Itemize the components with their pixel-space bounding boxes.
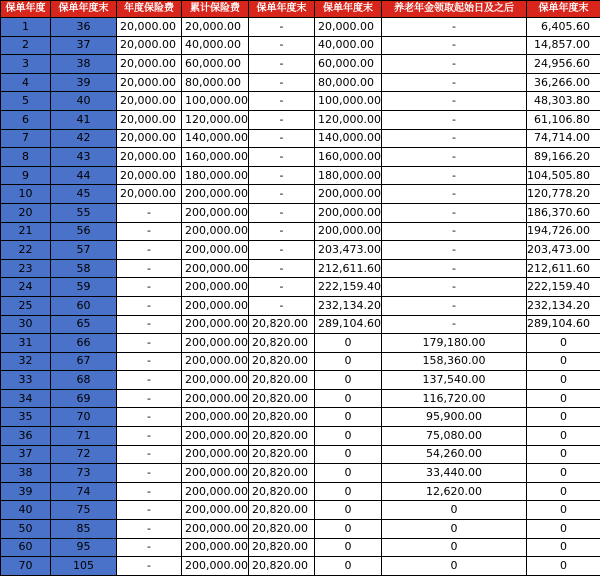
cell-age: 40 [51,92,117,111]
cell-year-end-value: 0 [315,520,382,539]
cell-annual-premium: - [117,203,182,222]
cell-year-end-value: 40,000.00 [315,36,382,55]
cell-cash-value: 289,104.60 [527,315,600,334]
cell-year-end-value: 200,000.00 [315,203,382,222]
table-row [1,464,600,483]
cell-cumulative-premium: 200,000.00 [182,520,249,539]
cell-policy-year: 5 [1,92,51,111]
cell-year-end-value: 140,000.00 [315,129,382,148]
cell-policy-year: 39 [1,482,51,501]
cell-cash-value: 194,726.00 [527,222,600,241]
cell-annual-premium: - [117,389,182,408]
cell-annual-premium: - [117,501,182,520]
cell-annual-premium: - [117,278,182,297]
cell-pension: - [382,241,527,260]
cell-age: 95 [51,538,117,557]
cell-policy-year: 9 [1,166,51,185]
table-row [1,36,600,55]
cell-age: 85 [51,520,117,539]
cell-cumulative-premium: 200,000.00 [182,557,249,576]
table-row [1,259,600,278]
cell-year-end-value: 200,000.00 [315,185,382,204]
cell-annuity: - [249,278,315,297]
cell-cumulative-premium: 60,000.00 [182,55,249,74]
cell-year-end-value: 0 [315,501,382,520]
cell-cash-value: 24,956.60 [527,55,600,74]
cell-cash-value: 0 [527,445,600,464]
cell-annuity: - [249,129,315,148]
cell-cumulative-premium: 120,000.00 [182,110,249,129]
cell-age: 67 [51,352,117,371]
cell-annuity: 20,820.00 [249,371,315,390]
cell-cumulative-premium: 200,000.00 [182,352,249,371]
cell-annual-premium: - [117,427,182,446]
cell-annuity: - [249,296,315,315]
cell-pension: - [382,259,527,278]
cell-annuity: 20,820.00 [249,445,315,464]
header-policy-year-end-age: 保单年度末 [51,1,117,18]
cell-cash-value: 203,473.00 [527,241,600,260]
cell-cash-value: 104,505.80 [527,166,600,185]
cell-annual-premium: 20,000.00 [117,166,182,185]
cell-year-end-value: 0 [315,482,382,501]
cell-annual-premium: - [117,408,182,427]
cell-cash-value: 48,303.80 [527,92,600,111]
header-row [1,1,600,18]
cell-policy-year: 22 [1,241,51,260]
cell-pension: - [382,203,527,222]
table-row [1,408,600,427]
cell-cumulative-premium: 100,000.00 [182,92,249,111]
cell-annual-premium: - [117,241,182,260]
header-year-end-cash-value: 保单年度末 [527,1,600,18]
cell-age: 69 [51,389,117,408]
cell-annual-premium: - [117,352,182,371]
cell-year-end-value: 0 [315,408,382,427]
cell-annual-premium: - [117,557,182,576]
cell-cumulative-premium: 200,000.00 [182,241,249,260]
cell-annuity: - [249,241,315,260]
table-row [1,110,600,129]
table-row [1,482,600,501]
cell-age: 73 [51,464,117,483]
cell-pension: 0 [382,538,527,557]
cell-policy-year: 50 [1,520,51,539]
cell-pension: - [382,296,527,315]
cell-age: 36 [51,18,117,37]
cell-age: 66 [51,334,117,353]
cell-age: 68 [51,371,117,390]
cell-age: 60 [51,296,117,315]
cell-age: 59 [51,278,117,297]
table-row [1,73,600,92]
cell-cumulative-premium: 200,000.00 [182,408,249,427]
cell-policy-year: 3 [1,55,51,74]
cell-pension: 0 [382,557,527,576]
cell-cumulative-premium: 40,000.00 [182,36,249,55]
cell-cash-value: 89,166.20 [527,148,600,167]
cell-year-end-value: 212,611.60 [315,259,382,278]
cell-cumulative-premium: 200,000.00 [182,222,249,241]
cell-age: 56 [51,222,117,241]
cell-pension: - [382,73,527,92]
cell-policy-year: 31 [1,334,51,353]
table-row [1,334,600,353]
cell-pension: 158,360.00 [382,352,527,371]
table-row [1,389,600,408]
cell-pension: - [382,92,527,111]
cell-pension: - [382,222,527,241]
cell-annual-premium: 20,000.00 [117,110,182,129]
cell-cash-value: 232,134.20 [527,296,600,315]
cell-cash-value: 212,611.60 [527,259,600,278]
cell-pension: 116,720.00 [382,389,527,408]
header-year-end-value: 保单年度末 [315,1,382,18]
cell-pension: 54,260.00 [382,445,527,464]
cell-policy-year: 10 [1,185,51,204]
cell-cash-value: 0 [527,371,600,390]
cell-annual-premium: - [117,445,182,464]
cell-policy-year: 7 [1,129,51,148]
cell-policy-year: 60 [1,538,51,557]
cell-cash-value: 0 [527,352,600,371]
cell-year-end-value: 0 [315,334,382,353]
cell-annual-premium: 20,000.00 [117,185,182,204]
cell-age: 39 [51,73,117,92]
table-row [1,315,600,334]
table-row [1,427,600,446]
cell-policy-year: 38 [1,464,51,483]
cell-annuity: - [249,203,315,222]
cell-pension: - [382,166,527,185]
cell-annuity: 20,820.00 [249,464,315,483]
cell-age: 42 [51,129,117,148]
cell-year-end-value: 289,104.60 [315,315,382,334]
cell-age: 65 [51,315,117,334]
cell-age: 41 [51,110,117,129]
cell-age: 44 [51,166,117,185]
table-row [1,278,600,297]
cell-age: 70 [51,408,117,427]
table-row [1,55,600,74]
cell-annual-premium: 20,000.00 [117,55,182,74]
cell-annual-premium: 20,000.00 [117,36,182,55]
table-row [1,148,600,167]
header-annual-premium: 年度保险费 [117,1,182,18]
cell-policy-year: 2 [1,36,51,55]
cell-cash-value: 222,159.40 [527,278,600,297]
cell-cash-value: 14,857.00 [527,36,600,55]
cell-pension: 33,440.00 [382,464,527,483]
cell-pension: 12,620.00 [382,482,527,501]
cell-year-end-value: 0 [315,352,382,371]
table-row [1,185,600,204]
cell-cumulative-premium: 80,000.00 [182,73,249,92]
cell-year-end-value: 0 [315,445,382,464]
cell-cumulative-premium: 200,000.00 [182,389,249,408]
table-row [1,166,600,185]
cell-annuity: - [249,166,315,185]
cell-annuity: - [249,148,315,167]
cell-policy-year: 20 [1,203,51,222]
cell-annuity: - [249,36,315,55]
cell-pension: 179,180.00 [382,334,527,353]
cell-annual-premium: 20,000.00 [117,18,182,37]
cell-cumulative-premium: 20,000.00 [182,18,249,37]
cell-annual-premium: - [117,464,182,483]
cell-annuity: 20,820.00 [249,501,315,520]
cell-annual-premium: - [117,296,182,315]
cell-year-end-value: 60,000.00 [315,55,382,74]
cell-policy-year: 25 [1,296,51,315]
cell-cumulative-premium: 200,000.00 [182,259,249,278]
cell-annuity: - [249,222,315,241]
cell-annuity: 20,820.00 [249,315,315,334]
cell-age: 105 [51,557,117,576]
cell-cash-value: 0 [527,557,600,576]
cell-cumulative-premium: 200,000.00 [182,203,249,222]
cell-age: 57 [51,241,117,260]
cell-cash-value: 6,405.60 [527,18,600,37]
cell-year-end-value: 203,473.00 [315,241,382,260]
cell-cash-value: 61,106.80 [527,110,600,129]
table-row [1,203,600,222]
cell-pension: - [382,278,527,297]
cell-annuity: - [249,18,315,37]
cell-policy-year: 4 [1,73,51,92]
cell-year-end-value: 0 [315,371,382,390]
cell-year-end-value: 80,000.00 [315,73,382,92]
cell-annuity: - [249,92,315,111]
cell-annuity: 20,820.00 [249,334,315,353]
cell-annuity: - [249,185,315,204]
cell-annual-premium: - [117,538,182,557]
cell-policy-year: 6 [1,110,51,129]
cell-annuity: 20,820.00 [249,408,315,427]
cell-cumulative-premium: 200,000.00 [182,278,249,297]
header-year-end-annuity: 保单年度末 [249,1,315,18]
cell-pension: - [382,36,527,55]
cell-pension: - [382,18,527,37]
cell-cash-value: 186,370.60 [527,203,600,222]
cell-annuity: 20,820.00 [249,520,315,539]
cell-cumulative-premium: 200,000.00 [182,464,249,483]
cell-age: 74 [51,482,117,501]
cell-annual-premium: 20,000.00 [117,148,182,167]
table-row [1,501,600,520]
cell-year-end-value: 0 [315,427,382,446]
cell-cash-value: 0 [527,408,600,427]
cell-year-end-value: 222,159.40 [315,278,382,297]
cell-cash-value: 0 [527,427,600,446]
cell-annuity: - [249,55,315,74]
cell-cumulative-premium: 200,000.00 [182,315,249,334]
cell-policy-year: 33 [1,371,51,390]
cell-cash-value: 0 [527,520,600,539]
cell-year-end-value: 180,000.00 [315,166,382,185]
cell-annual-premium: - [117,371,182,390]
cell-cumulative-premium: 200,000.00 [182,427,249,446]
cell-year-end-value: 120,000.00 [315,110,382,129]
cell-year-end-value: 0 [315,557,382,576]
cell-annuity: - [249,73,315,92]
cell-year-end-value: 0 [315,389,382,408]
cell-annuity: 20,820.00 [249,482,315,501]
cell-policy-year: 1 [1,18,51,37]
header-cumulative-premium: 累计保险费 [182,1,249,18]
cell-cumulative-premium: 200,000.00 [182,334,249,353]
cell-annuity: 20,820.00 [249,352,315,371]
cell-cash-value: 0 [527,538,600,557]
cell-annual-premium: - [117,222,182,241]
cell-age: 58 [51,259,117,278]
cell-year-end-value: 100,000.00 [315,92,382,111]
cell-annual-premium: 20,000.00 [117,73,182,92]
cell-policy-year: 35 [1,408,51,427]
table-row [1,241,600,260]
cell-annual-premium: 20,000.00 [117,129,182,148]
table-row [1,371,600,390]
cell-policy-year: 24 [1,278,51,297]
header-pension-after-start: 养老年金领取起始日及之后 [382,1,527,18]
cell-pension: - [382,55,527,74]
cell-pension: 137,540.00 [382,371,527,390]
cell-age: 43 [51,148,117,167]
cell-annuity: 20,820.00 [249,427,315,446]
cell-cash-value: 0 [527,501,600,520]
table-row [1,445,600,464]
cell-annuity: - [249,110,315,129]
cell-cumulative-premium: 200,000.00 [182,296,249,315]
cell-policy-year: 30 [1,315,51,334]
cell-cumulative-premium: 200,000.00 [182,371,249,390]
cell-annual-premium: - [117,259,182,278]
cell-cash-value: 120,778.20 [527,185,600,204]
cell-age: 38 [51,55,117,74]
cell-year-end-value: 20,000.00 [315,18,382,37]
cell-annual-premium: - [117,520,182,539]
cell-age: 75 [51,501,117,520]
cell-cash-value: 0 [527,482,600,501]
cell-annual-premium: - [117,315,182,334]
cell-cash-value: 74,714.00 [527,129,600,148]
cell-annuity: - [249,259,315,278]
table-row [1,296,600,315]
cell-cumulative-premium: 200,000.00 [182,501,249,520]
cell-year-end-value: 232,134.20 [315,296,382,315]
cell-policy-year: 23 [1,259,51,278]
cell-policy-year: 32 [1,352,51,371]
cell-age: 72 [51,445,117,464]
cell-annual-premium: - [117,482,182,501]
cell-pension: - [382,148,527,167]
cell-pension: - [382,129,527,148]
cell-year-end-value: 160,000.00 [315,148,382,167]
cell-pension: - [382,185,527,204]
cell-policy-year: 8 [1,148,51,167]
cell-cash-value: 0 [527,389,600,408]
cell-year-end-value: 0 [315,538,382,557]
cell-cumulative-premium: 200,000.00 [182,185,249,204]
cell-pension: 0 [382,501,527,520]
cell-age: 37 [51,36,117,55]
cell-annual-premium: - [117,334,182,353]
cell-pension: - [382,110,527,129]
cell-pension: 75,080.00 [382,427,527,446]
cell-year-end-value: 0 [315,464,382,483]
table-row [1,538,600,557]
cell-policy-year: 34 [1,389,51,408]
header-policy-year: 保单年度 [1,1,51,18]
cell-annuity: 20,820.00 [249,538,315,557]
cell-cumulative-premium: 200,000.00 [182,445,249,464]
cell-policy-year: 36 [1,427,51,446]
table-row [1,352,600,371]
table-row [1,222,600,241]
table-row [1,129,600,148]
cell-age: 71 [51,427,117,446]
cell-age: 55 [51,203,117,222]
cell-year-end-value: 200,000.00 [315,222,382,241]
table-row [1,92,600,111]
cell-cash-value: 0 [527,464,600,483]
cell-age: 45 [51,185,117,204]
table-row [1,18,600,37]
cell-annuity: 20,820.00 [249,557,315,576]
cell-annual-premium: 20,000.00 [117,92,182,111]
cell-policy-year: 70 [1,557,51,576]
cell-pension: 0 [382,520,527,539]
cell-pension: 95,900.00 [382,408,527,427]
cell-annuity: 20,820.00 [249,389,315,408]
table-row [1,557,600,576]
cell-cash-value: 36,266.00 [527,73,600,92]
table-body [1,18,600,576]
cell-cumulative-premium: 180,000.00 [182,166,249,185]
cell-pension: - [382,315,527,334]
cell-cumulative-premium: 160,000.00 [182,148,249,167]
cell-cash-value: 0 [527,334,600,353]
cell-cumulative-premium: 200,000.00 [182,538,249,557]
cell-policy-year: 21 [1,222,51,241]
cell-policy-year: 40 [1,501,51,520]
cell-cumulative-premium: 200,000.00 [182,482,249,501]
cell-cumulative-premium: 140,000.00 [182,129,249,148]
cell-policy-year: 37 [1,445,51,464]
